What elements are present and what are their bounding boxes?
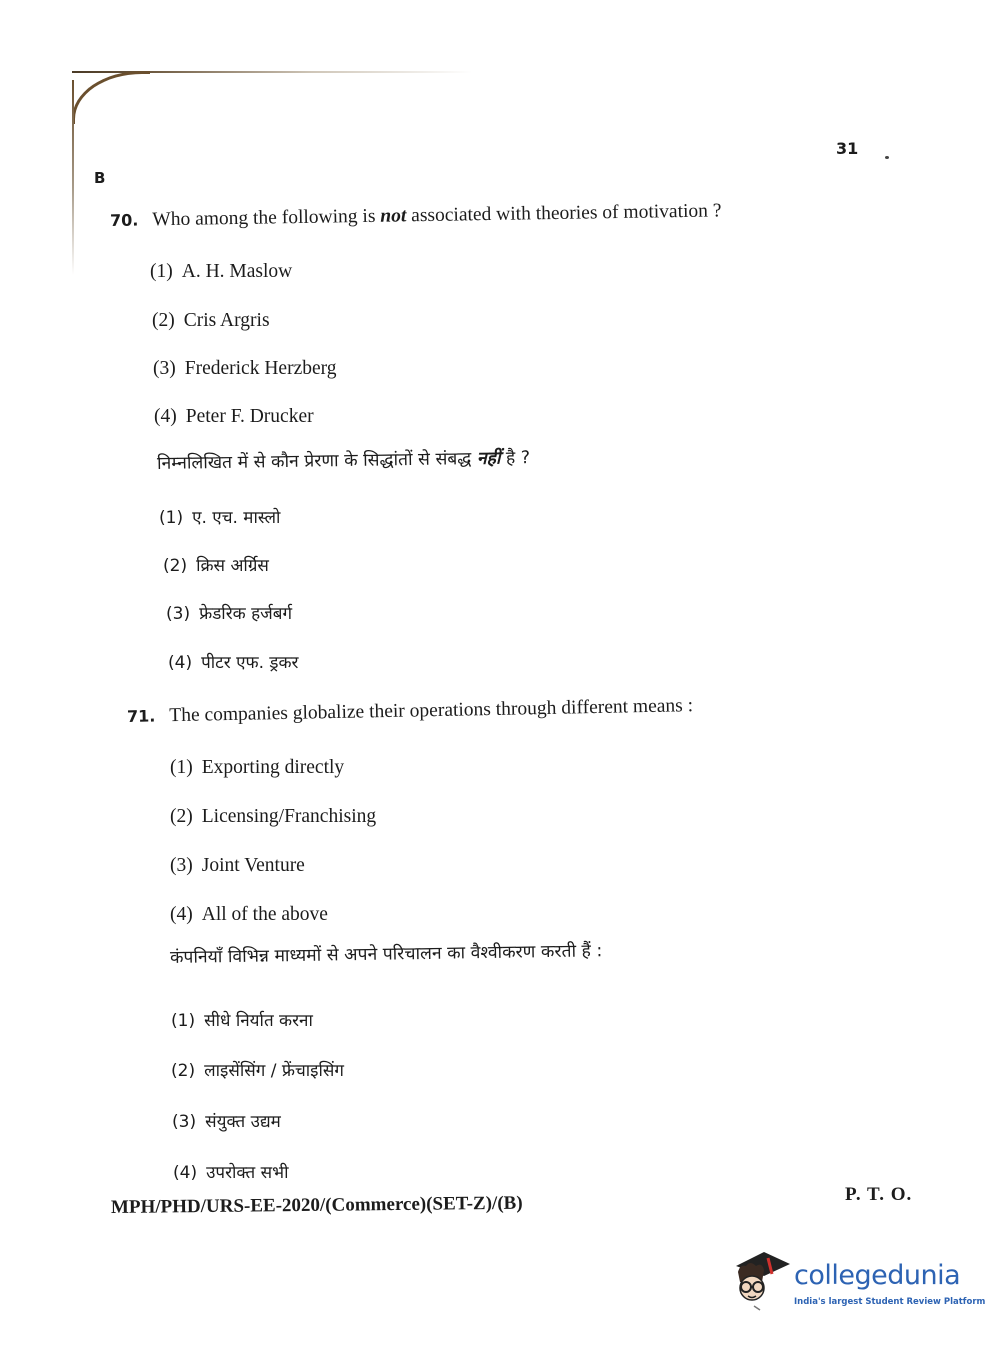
pto-label: P. T. O.	[845, 1184, 913, 1205]
option-1: (1) A. H. Maslow	[150, 261, 293, 282]
question-number: 71.	[126, 706, 156, 726]
option-2: (2) Cris Argris	[152, 310, 270, 331]
option-4: (4) All of the above	[170, 904, 328, 925]
hindi-option-2: (2) लाइसेंसिंग / फ्रेंचाइसिंग	[171, 1061, 344, 1081]
option-3: (3) Joint Venture	[170, 855, 305, 876]
brand-tagline: India's largest Student Review Platform	[794, 1297, 986, 1307]
hindi-option-2: (2) क्रिस अर्ग्रिस	[163, 556, 269, 576]
collegedunia-watermark	[732, 1250, 986, 1312]
question-text: Who among the following is	[152, 205, 381, 231]
question-70-hindi: निम्नलिखित में से कौन प्रेरणा के सिद्धांतों से संबद्ध नहीं है ?	[156, 448, 531, 474]
question-text: The companies globalize their operations through different means :	[169, 695, 694, 727]
scan-speck	[885, 156, 889, 159]
option-4: (4) Peter F. Drucker	[154, 406, 314, 427]
hindi-option-4: (4) पीटर एफ. ड्रकर	[168, 653, 299, 673]
page-fold-side	[72, 80, 74, 275]
question-number: 70.	[109, 210, 139, 230]
exam-code: MPH/PHD/URS-EE-2020/(Commerce)(SET-Z)/(B)	[110, 1192, 523, 1218]
question-emphasis: not	[380, 205, 407, 227]
page-fold-corner	[72, 71, 150, 124]
hindi-option-1: (1) ए. एच. मास्लो	[159, 508, 281, 528]
hindi-option-1: (1) सीधे निर्यात करना	[171, 1011, 313, 1031]
option-1: (1) Exporting directly	[170, 757, 345, 778]
student-mascot-icon	[732, 1250, 792, 1312]
option-3: (3) Frederick Herzberg	[153, 358, 337, 379]
set-letter: B	[94, 169, 106, 187]
question-70	[110, 200, 722, 232]
page-number: 31	[836, 139, 859, 158]
option-2: (2) Licensing/Franchising	[170, 806, 377, 827]
question-71-hindi: कंपनियाँ विभिन्न माध्यमों से अपने परिचालन का वैश्वीकरण करती हैं :	[169, 941, 603, 968]
question-text-end: associated with theories of motivation ?	[406, 200, 722, 227]
hindi-option-3: (3) फ्रेडरिक हर्जबर्ग	[166, 604, 293, 624]
question-71	[127, 695, 693, 728]
hindi-option-3: (3) संयुक्त उद्यम	[172, 1112, 281, 1132]
hindi-option-4: (4) उपरोक्त सभी	[173, 1163, 289, 1183]
brand-name: collegedunia	[794, 1260, 961, 1291]
